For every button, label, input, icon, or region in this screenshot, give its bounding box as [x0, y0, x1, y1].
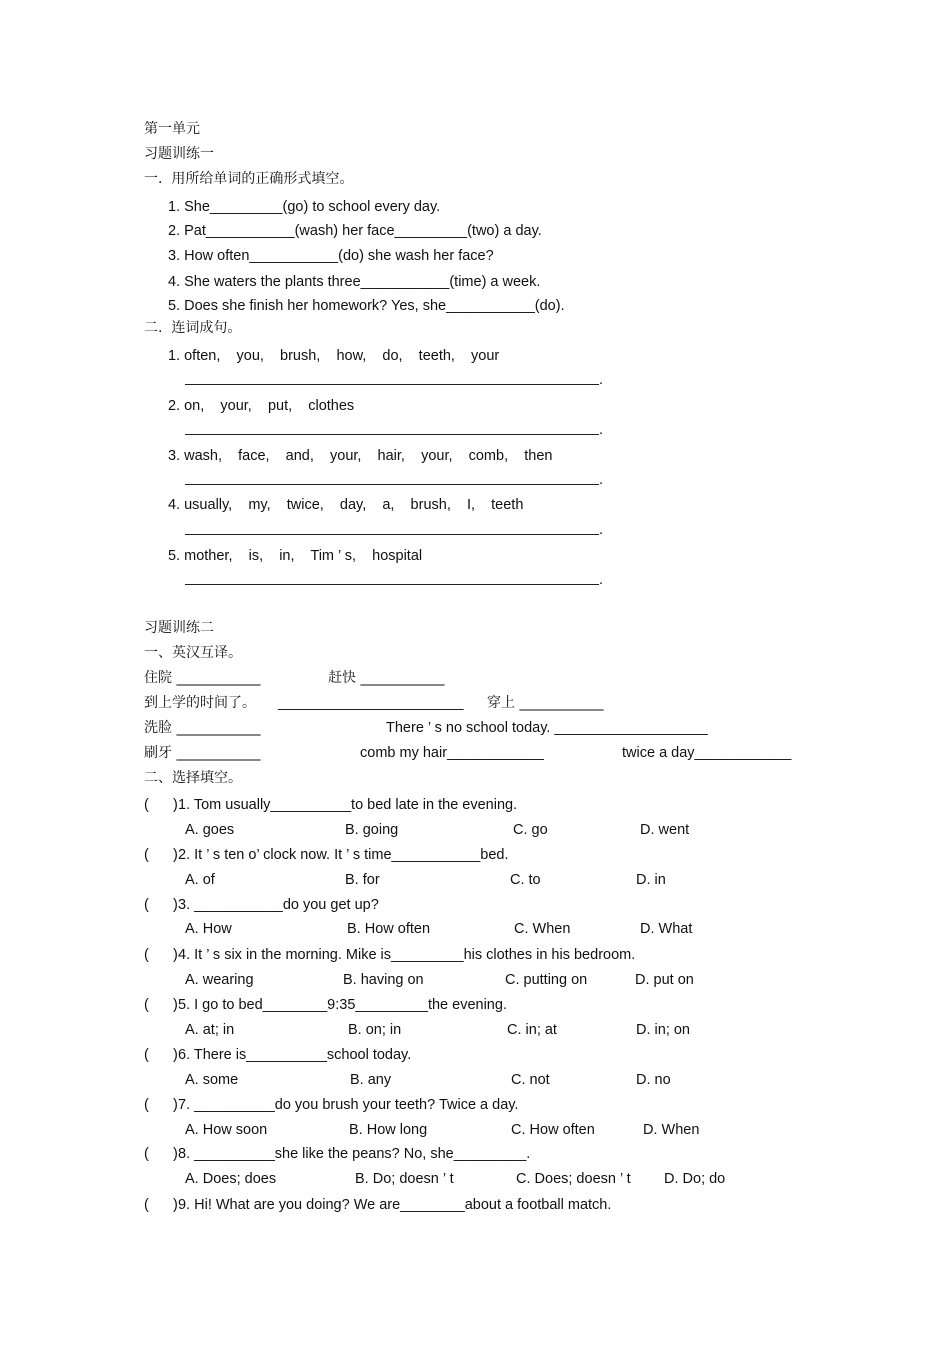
answer-paren[interactable]: ( ) — [144, 797, 178, 813]
question-7: 7. __________do you brush your teeth? Twice a day. — [178, 1097, 519, 1113]
answer-paren[interactable]: ( ) — [144, 897, 178, 913]
answer-line-1[interactable] — [185, 384, 599, 385]
option-a: A. How soon — [185, 1122, 268, 1138]
option-a: A. at; in — [185, 1022, 235, 1038]
translate-blank[interactable]: _______________________ — [278, 695, 464, 711]
section-1-heading: 一. 用所给单词的正确形式填空。 — [144, 171, 354, 187]
option-c: C. in; at — [507, 1022, 557, 1038]
question-6: 6. There is__________school today. — [178, 1047, 412, 1063]
question-5: 5. I go to bed________9:35_________the evening. — [178, 997, 507, 1013]
question-2: 2. It ’ s ten o’ clock now. It ’ s time___________bed. — [178, 847, 509, 863]
fill-item-4: 4. She waters the plants three___________(time) a week. — [168, 274, 541, 290]
option-b: B. How long — [349, 1122, 428, 1138]
option-a: A. Does; does — [185, 1171, 277, 1187]
option-b: B. having on — [343, 972, 424, 988]
order-item-4: 4. usually, my, twice, day, a, brush, I, teeth — [168, 497, 524, 513]
question-8: 8. __________she like the peans? No, she_________. — [178, 1146, 531, 1162]
translate-item: 刷牙 ____________ — [144, 745, 261, 761]
question-3: 3. ___________do you get up? — [178, 897, 379, 913]
option-c: C. How often — [511, 1122, 595, 1138]
answer-line-3[interactable] — [185, 484, 599, 485]
option-a: A. wearing — [185, 972, 254, 988]
option-c: C. putting on — [505, 972, 588, 988]
order-item-1: 1. often, you, brush, how, do, teeth, your — [168, 348, 500, 364]
fill-item-1: 1. She_________(go) to school every day. — [168, 199, 441, 215]
answer-paren[interactable]: ( ) — [144, 997, 178, 1013]
translate-item: 住院 ____________ — [144, 670, 261, 686]
answer-end-3: . — [599, 472, 604, 488]
translate-item: 穿上 ____________ — [487, 695, 604, 711]
unit-title: 第一单元 — [144, 121, 200, 137]
translate-item: 赶快 ____________ — [328, 670, 445, 686]
option-b: B. Do; doesn ’ t — [355, 1171, 454, 1187]
option-b: B. going — [345, 822, 399, 838]
option-d: D. in; on — [636, 1022, 690, 1038]
answer-paren[interactable]: ( ) — [144, 947, 178, 963]
question-1: 1. Tom usually__________to bed late in the evening. — [178, 797, 518, 813]
translate-heading: 一、英汉互译。 — [144, 645, 242, 661]
option-d: D. When — [643, 1122, 700, 1138]
translate-item: 到上学的时间了。 — [144, 695, 256, 711]
option-d: D. no — [636, 1072, 671, 1088]
translate-item: comb my hair____________ — [360, 745, 544, 761]
answer-paren[interactable]: ( ) — [144, 1146, 178, 1162]
option-b: B. any — [350, 1072, 392, 1088]
option-d: D. Do; do — [664, 1171, 726, 1187]
option-c: C. not — [511, 1072, 550, 1088]
option-c: C. to — [510, 872, 541, 888]
option-d: D. put on — [635, 972, 694, 988]
answer-end-2: . — [599, 422, 604, 438]
option-c: C. When — [514, 921, 571, 937]
exercise-2-title: 习题训练二 — [144, 620, 214, 636]
translate-item: There ’ s no school today. ___________________ — [386, 720, 708, 736]
option-a: A. of — [185, 872, 215, 888]
order-item-3: 3. wash, face, and, your, hair, your, comb, then — [168, 448, 553, 464]
section-2-heading: 二. 连词成句。 — [144, 320, 242, 336]
answer-end-5: . — [599, 572, 604, 588]
question-4: 4. It ’ s six in the morning. Mike is_________his clothes in his bedroom. — [178, 947, 636, 963]
option-c: C. Does; doesn ’ t — [516, 1171, 631, 1187]
answer-line-2[interactable] — [185, 434, 599, 435]
answer-line-5[interactable] — [185, 584, 599, 585]
option-d: D. What — [640, 921, 693, 937]
answer-end-4: . — [599, 522, 604, 538]
option-b: B. How often — [347, 921, 431, 937]
answer-paren[interactable]: ( ) — [144, 1047, 178, 1063]
option-a: A. goes — [185, 822, 235, 838]
option-a: A. some — [185, 1072, 239, 1088]
fill-item-2: 2. Pat___________(wash) her face_________(two) a day. — [168, 223, 542, 239]
order-item-5: 5. mother, is, in, Tim ’ s, hospital — [168, 548, 423, 564]
answer-paren[interactable]: ( ) — [144, 847, 178, 863]
exercise-1-title: 习题训练一 — [144, 146, 214, 162]
question-9: 9. Hi! What are you doing? We are________about a football match. — [178, 1197, 612, 1213]
answer-paren[interactable]: ( ) — [144, 1197, 178, 1213]
option-b: B. for — [345, 872, 380, 888]
fill-item-3: 3. How often___________(do) she wash her face? — [168, 248, 494, 264]
option-b: B. on; in — [348, 1022, 402, 1038]
translate-item: twice a day____________ — [622, 745, 792, 761]
choice-heading: 二、选择填空。 — [144, 770, 242, 786]
translate-item: 洗脸 ____________ — [144, 720, 261, 736]
option-c: C. go — [513, 822, 548, 838]
fill-item-5: 5. Does she finish her homework? Yes, she___________(do). — [168, 298, 565, 314]
option-d: D. in — [636, 872, 666, 888]
option-d: D. went — [640, 822, 690, 838]
option-a: A. How — [185, 921, 232, 937]
answer-paren[interactable]: ( ) — [144, 1097, 178, 1113]
order-item-2: 2. on, your, put, clothes — [168, 398, 355, 414]
answer-line-4[interactable] — [185, 534, 599, 535]
answer-end-1: . — [599, 372, 604, 388]
